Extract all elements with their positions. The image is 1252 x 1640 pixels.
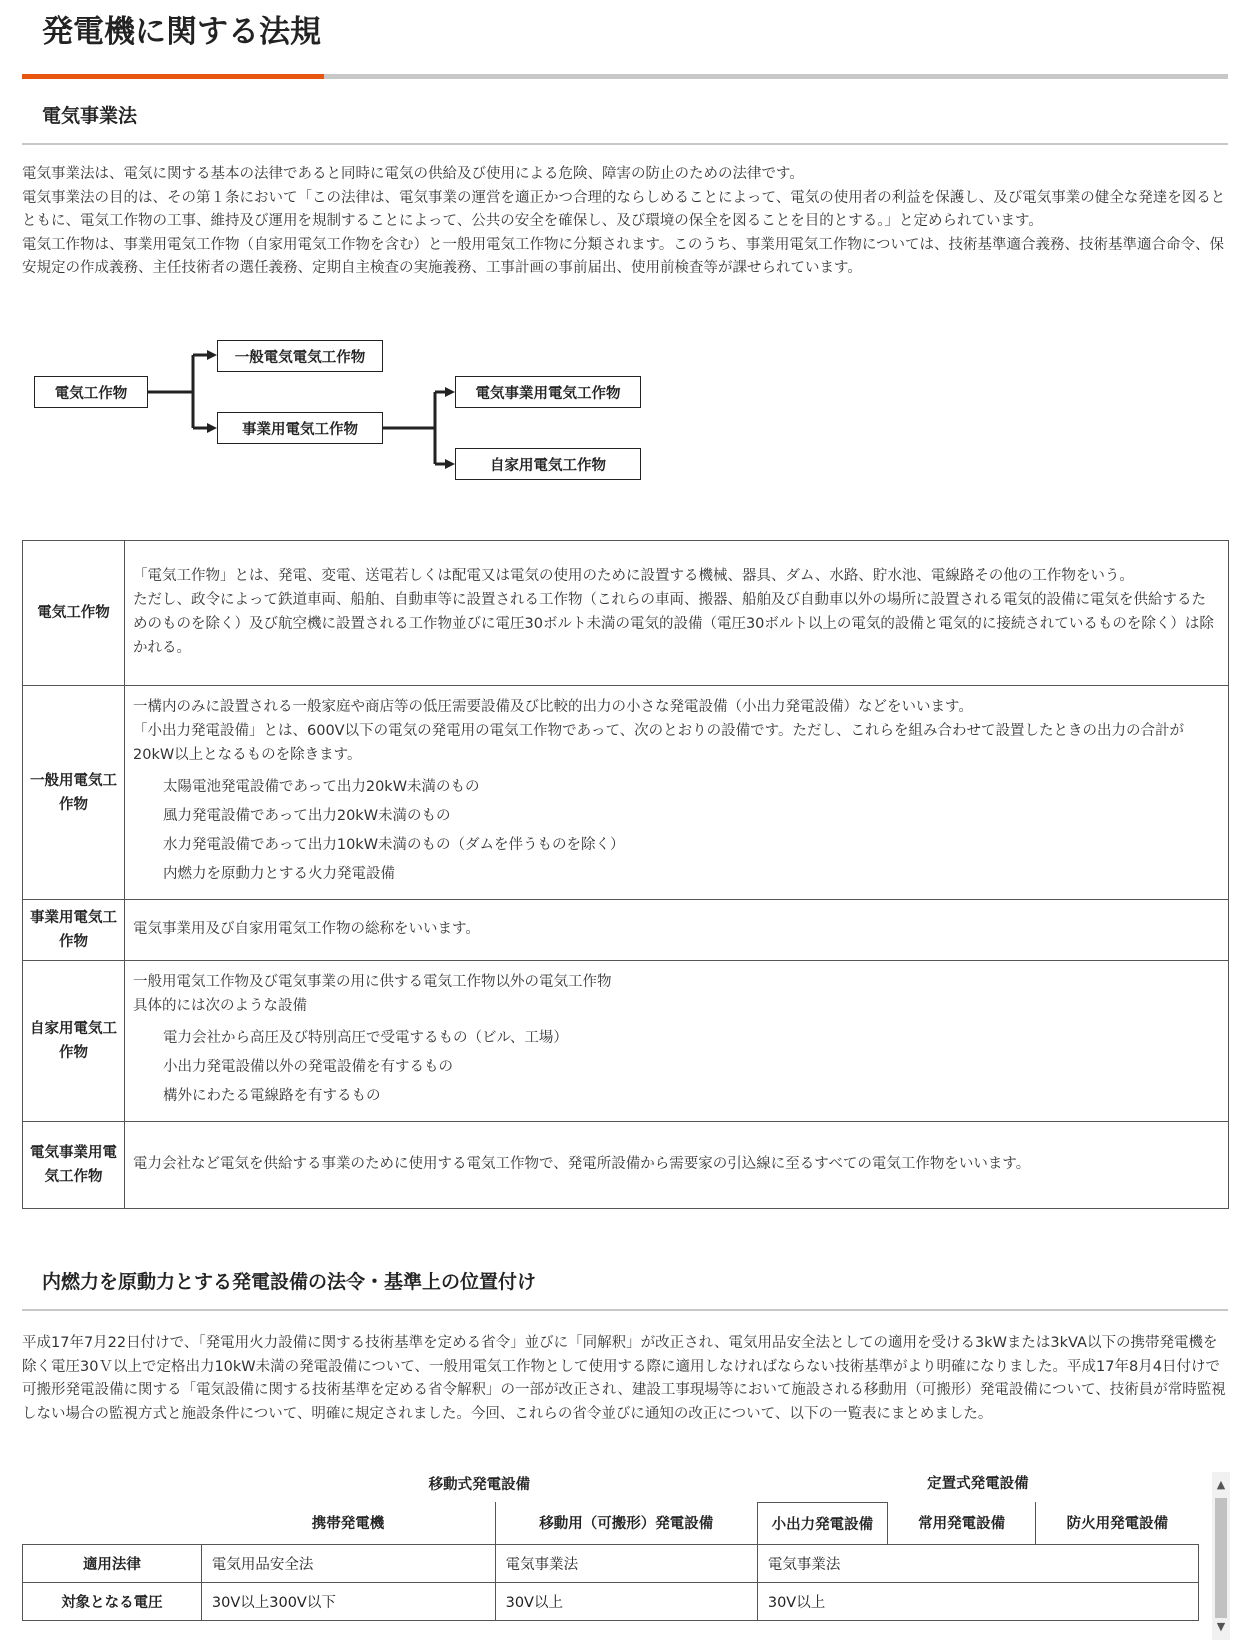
description-line: 「電気工作物」とは、発電、変電、送電若しくは配電又は電気の使用のために設置する機械、器具、ダム、水路、貯水池、電線路その他の工作物をいう。: [133, 568, 1134, 584]
page-title: 発電機に関する法規: [42, 14, 321, 50]
section-heading-electricity-business-act: 電気事業法: [42, 105, 138, 127]
diagram-node-root: 電気工作物: [34, 376, 148, 408]
vertical-scrollbar[interactable]: [1212, 1472, 1230, 1640]
list-item: 内燃力を原動力とする火力発電設備: [163, 865, 395, 882]
description-line: 一般用電気工作物及び電気事業の用に供する電気工作物以外の電気工作物: [133, 973, 612, 990]
paragraph: 平成17年7月22日付けで、「発電用火力設備に関する技術基準を定める省令」並びに「同解釈」が改正され、電気用品安全法としての適用を受ける3kWまたは3kVA以下の携帯発電機を除く電圧30Ｖ以上で定格出力10kW未満の発電設備について、一般用電気工作物として使用する際に適用しなければならない技術基準がより明確になりました。平成17年8月4日付けで可搬形発電設備に関する「電気設備に関する技術基準を定める省令解釈」の一部が改正され、建設工事現場等において施設される移動用（可搬形）発電設備について、技術員が常時監視しない場合の監視方式と施設条件について、明確に規定されました。今回、これらの省令並びに通知の改正について、以下の一覧表にまとめました。: [22, 1335, 1226, 1422]
column-header: 防火用発電設備: [1036, 1502, 1199, 1544]
scroll-up-arrow-icon[interactable]: ▲: [1216, 1478, 1226, 1491]
equipment-list: [133, 1024, 1220, 1111]
description-cell: [125, 541, 1229, 686]
column-header: 小出力発電設備: [757, 1502, 887, 1544]
row-header: 適用法律: [23, 1544, 202, 1582]
table-row: [23, 1544, 1199, 1582]
description-cell: [125, 961, 1229, 1122]
term-cell: 一般用電気工作物: [23, 686, 125, 900]
list-item: 太陽電池発電設備であって出力20kW未満のもの: [163, 778, 480, 795]
comparison-table: [22, 1464, 1199, 1621]
description-line: 電力会社など電気を供給する事業のために使用する電気工作物で、発電所設備から需要家の引込線に至るすべての電気工作物をいいます。: [133, 1156, 1031, 1172]
table-header-row: [23, 1464, 1199, 1502]
table-row: [23, 541, 1229, 686]
table-row: [23, 1122, 1229, 1209]
title-underline-accent: [22, 74, 324, 79]
section2-body: [22, 1332, 1230, 1426]
row-header: 対象となる電圧: [23, 1582, 202, 1620]
table-header-row: [23, 1502, 1199, 1544]
term-cell: 自家用電気工作物: [23, 961, 125, 1122]
description-line: 「小出力発電設備」とは、600V以下の電気の発電用の電気工作物であって、次のとおりの設備です。ただし、これらを組み合わせて設置したときの出力の合計が20kW以上となるものを除きます。: [133, 722, 1184, 763]
table-row: [23, 961, 1229, 1122]
table-cell: 電気事業法: [495, 1544, 757, 1582]
section-heading-generator-regulation: 内燃力を原動力とする発電設備の法令・基準上の位置付け: [42, 1271, 537, 1293]
table-row: [23, 1582, 1199, 1620]
paragraph: 電気工作物は、事業用電気工作物（自家用電気工作物を含む）と一般用電気工作物に分類されます。このうち、事業用電気工作物については、技術基準適合義務、技術基準適合命令、保安規定の作成義務、主任技術者の選任義務、定期自主検査の実施義務、工事計画の事前届出、使用前検査等が課せられています。: [22, 236, 1225, 276]
table-cell: 電気事業法: [757, 1544, 1198, 1582]
classification-diagram: [0, 340, 700, 510]
term-cell: 電気事業用電気工作物: [23, 1122, 125, 1209]
description-line: 具体的には次のような設備: [133, 997, 307, 1014]
equipment-list: [133, 773, 1220, 889]
diagram-node-private: 自家用電気工作物: [455, 448, 641, 480]
list-item: 電力会社から高圧及び特別高圧で受電するもの（ビル、工場）: [163, 1029, 568, 1046]
section-divider: [22, 1309, 1228, 1311]
section1-body: [22, 163, 1230, 281]
table-cell: 30V以上: [495, 1582, 757, 1620]
table-cell: 30V以上300V以下: [201, 1582, 495, 1620]
diagram-node-business: 事業用電気工作物: [217, 412, 383, 444]
description-line: 一構内のみに設置される一般家庭や商店等の低圧需要設備及び比較的出力の小さな発電設備（小出力発電設備）などをいいます。: [133, 698, 973, 715]
table-row: [23, 686, 1229, 900]
column-header: 移動用（可搬形）発電設備: [495, 1502, 757, 1544]
definitions-table: [22, 540, 1229, 1209]
table-row: [23, 900, 1229, 961]
list-item: 風力発電設備であって出力20kW未満のもの: [163, 807, 451, 824]
column-group-header: 移動式発電設備: [428, 1476, 531, 1493]
scrollbar-thumb[interactable]: [1215, 1498, 1227, 1618]
description-cell: [125, 900, 1229, 961]
table-cell: 30V以上: [757, 1582, 1198, 1620]
title-underline: [22, 74, 1228, 79]
diagram-node-utility: 電気事業用電気工作物: [455, 376, 641, 408]
description-line: 電気事業用及び自家用電気工作物の総称をいいます。: [133, 921, 480, 937]
comparison-table-scroll-area[interactable]: [22, 1464, 1212, 1640]
list-item: 水力発電設備であって出力10kW未満のもの（ダムを伴うものを除く）: [163, 836, 625, 853]
paragraph: 電気事業法は、電気に関する基本の法律であると同時に電気の供給及び使用による危険、障害の防止のための法律です。: [22, 166, 804, 182]
section-divider: [22, 143, 1228, 145]
scroll-down-arrow-icon[interactable]: ▼: [1216, 1620, 1226, 1633]
list-item: 小出力発電設備以外の発電設備を有するもの: [163, 1058, 453, 1075]
term-cell: 電気工作物: [23, 541, 125, 686]
description-cell: [125, 1122, 1229, 1209]
table-cell: 電気用品安全法: [201, 1544, 495, 1582]
column-header: 携帯発電機: [201, 1502, 495, 1544]
description-line: ただし、政令によって鉄道車両、船舶、自動車等に設置される工作物（これらの車両、搬器、船舶及び自動車以外の場所に設置される電気的設備に電気を供給するためのものを除く）及び航空機に設置される工作物並びに電圧30ボルト未満の電気的設備（電圧30ボルト以上の電気的設備と電気的に接続されているものを除く）は除かれる。: [133, 592, 1214, 656]
column-header: 常用発電設備: [887, 1502, 1035, 1544]
diagram-node-general: 一般電気電気工作物: [217, 340, 383, 372]
column-group-header: 定置式発電設備: [927, 1476, 1029, 1493]
description-cell: [125, 686, 1229, 900]
list-item: 構外にわたる電線路を有するもの: [163, 1087, 381, 1104]
paragraph: 電気事業法の目的は、その第１条において「この法律は、電気事業の運営を適正かつ合理的ならしめることによって、電気の使用者の利益を保護し、及び電気事業の健全な発達を図るとともに、電気工作物の工事、維持及び運用を規制することによって、公共の安全を確保し、及び環境の保全を図ることを目的とする。」と定められています。: [22, 189, 1226, 229]
term-cell: 事業用電気工作物: [23, 900, 125, 961]
